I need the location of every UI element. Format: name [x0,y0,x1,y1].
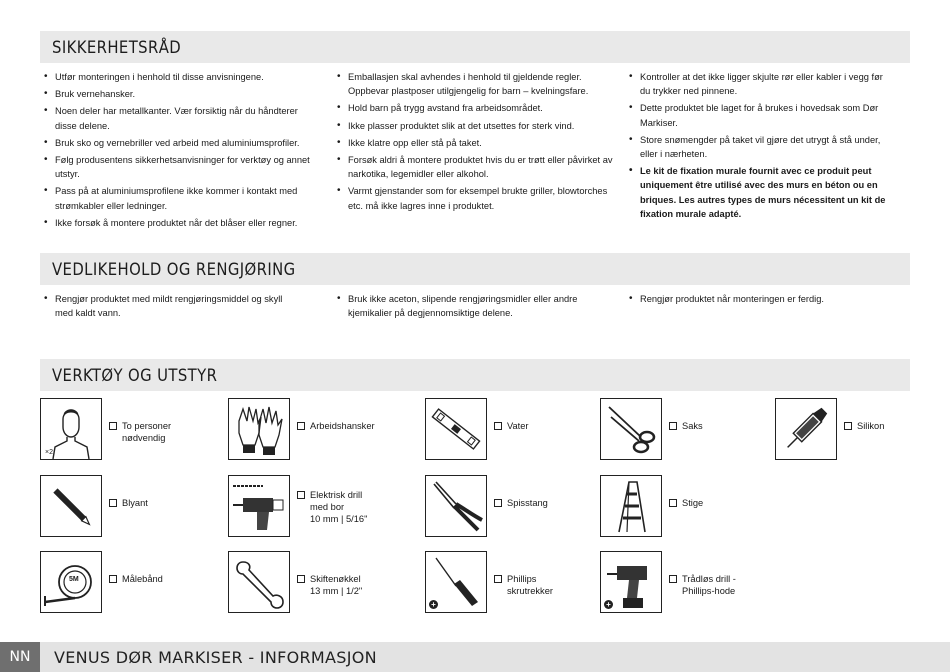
safety-item: • Kontroller at det ikke ligger skjulte rør eller kabler i vegg før du trykker ned pinnene. [627,70,892,98]
safety-item: • Forsøk aldri å montere produktet hvis du er trøtt eller påvirket av narkotika, legemidler eller alkohol. [335,153,620,181]
tool-label: Trådløs drill - Phillips-hode [682,574,736,596]
tool-phillips-screwdriver [425,551,553,613]
tool-label: Silikon [857,421,885,431]
wrench-icon [229,552,289,612]
footer [0,642,950,672]
tool-two-persons [40,398,171,460]
maintenance-column-1 [42,292,302,323]
section-header-safety [40,31,910,63]
safety-column-1 [42,70,312,233]
checkbox [297,575,305,583]
electric-drill-icon [229,476,289,536]
maintenance-item: • Rengjør produktet med mildt rengjøringsmiddel og skyll med kaldt vann. [42,292,302,320]
tool-pliers [425,475,548,537]
work-gloves-icon [229,399,289,459]
safety-item: • Emballasjen skal avhendes i henhold til gjeldende regler. Oppbevar plastposer utilgjengelig for barn – kvelningsfare. [335,70,620,98]
tool-label: Målebånd [122,574,163,584]
tool-spirit-level [425,398,529,460]
safety-item: • Ikke forsøk å montere produktet når det blåser eller regner. [42,216,312,230]
checkbox [297,422,305,430]
safety-item-wall-kit: • Le kit de fixation murale fournit avec ce produit peut uniquement être utilisé avec des murs en béton ou en briques. Les autres types de murs nécessitent un kit de fixation murale adapté. [627,164,892,221]
plus-icon: + [604,600,613,609]
tool-cordless-drill [600,551,736,613]
tool-silicone [775,398,884,460]
pliers-icon [426,476,486,536]
section-header-maintenance [40,253,910,285]
safety-item: • Noen deler har metallkanter. Vær forsiktig når du håndterer disse delene. [42,104,312,132]
checkbox [297,491,305,499]
scissors-icon [601,399,661,459]
safety-column-3 [627,70,892,224]
checkbox [109,499,117,507]
safety-column-2 [335,70,620,216]
tool-work-gloves [228,398,375,460]
spirit-level-icon [426,399,486,459]
tool-wrench [228,551,362,613]
maintenance-item: • Rengjør produktet når monteringen er ferdig. [627,292,892,306]
safety-item: • Varmt gjenstander som for eksempel brukte griller, blowtorches etc. må ikke lagres inne i produktet. [335,184,620,212]
footer-title: VENUS DØR MARKISER - INFORMASJON [54,647,377,667]
section-title-maintenance: VEDLIKEHOLD OG RENGJØRING [52,259,296,279]
tool-scissors [600,398,703,460]
persons-count-badge: ×2 [45,449,53,456]
checkbox [494,499,502,507]
maintenance-column-3 [627,292,892,309]
safety-item: • Store snømengder på taket vil gjøre det utrygt å stå under, eller i nærheten. [627,133,892,161]
safety-item: • Pass på at aluminiumsprofilene ikke kommer i kontakt med strømkabler eller ledninger. [42,184,312,212]
pencil-icon [41,476,101,536]
maintenance-column-2 [335,292,615,323]
silicone-gun-icon [776,399,836,459]
tool-label: Stige [682,498,704,508]
tool-label: Arbeidshansker [310,421,375,431]
safety-item: • Følg produsentens sikkerhetsanvisninger for verktøy og annet utstyr. [42,153,312,181]
section-title-safety: SIKKERHETSRÅD [52,37,182,57]
tool-label: Skiftenøkkel 13 mm | 1/2" [310,574,363,596]
maintenance-item: • Bruk ikke aceton, slipende rengjøringsmidler eller andre kjemikalier på degjennomsiktige delene. [335,292,615,320]
checkbox [669,499,677,507]
safety-item: • Ikke plasser produktet slik at det utsettes for sterk vind. [335,119,620,133]
safety-item: • Dette produktet ble laget for å brukes i hovedsak som Dør Markiser. [627,101,892,129]
tool-label: Blyant [122,498,148,508]
tape-length-badge: 5M [69,576,79,583]
checkbox [109,422,117,430]
safety-item: • Hold barn på trygg avstand fra arbeidsområdet. [335,101,620,115]
plus-icon: + [429,600,438,609]
tool-label: Saks [682,421,703,431]
tool-ladder [600,475,703,537]
checkbox [844,422,852,430]
safety-item: • Ikke klatre opp eller stå på taket. [335,136,620,150]
checkbox [669,575,677,583]
checkbox [669,422,677,430]
safety-item: • Bruk sko og vernebriller ved arbeid med aluminiumsprofiler. [42,136,312,150]
checkbox [494,422,502,430]
tool-label: Vater [507,421,529,431]
tool-label: Phillips skrutrekker [507,574,553,596]
page-number: NN [0,642,40,672]
checkbox [109,575,117,583]
section-title-tools: VERKTØY OG UTSTYR [52,365,218,385]
tool-pencil [40,475,148,537]
tool-tape-measure [40,551,163,613]
tool-label: Elektrisk drill med bor 10 mm | 5/16" [310,490,368,524]
tool-electric-drill [228,475,367,537]
tool-label: Spisstang [507,498,548,508]
checkbox [494,575,502,583]
tool-label: To personer nødvendig [122,421,172,443]
safety-item: • Bruk vernehansker. [42,87,312,101]
section-header-tools [40,359,910,391]
ladder-icon [601,476,661,536]
safety-item: • Utfør monteringen i henhold til disse anvisningene. [42,70,312,84]
